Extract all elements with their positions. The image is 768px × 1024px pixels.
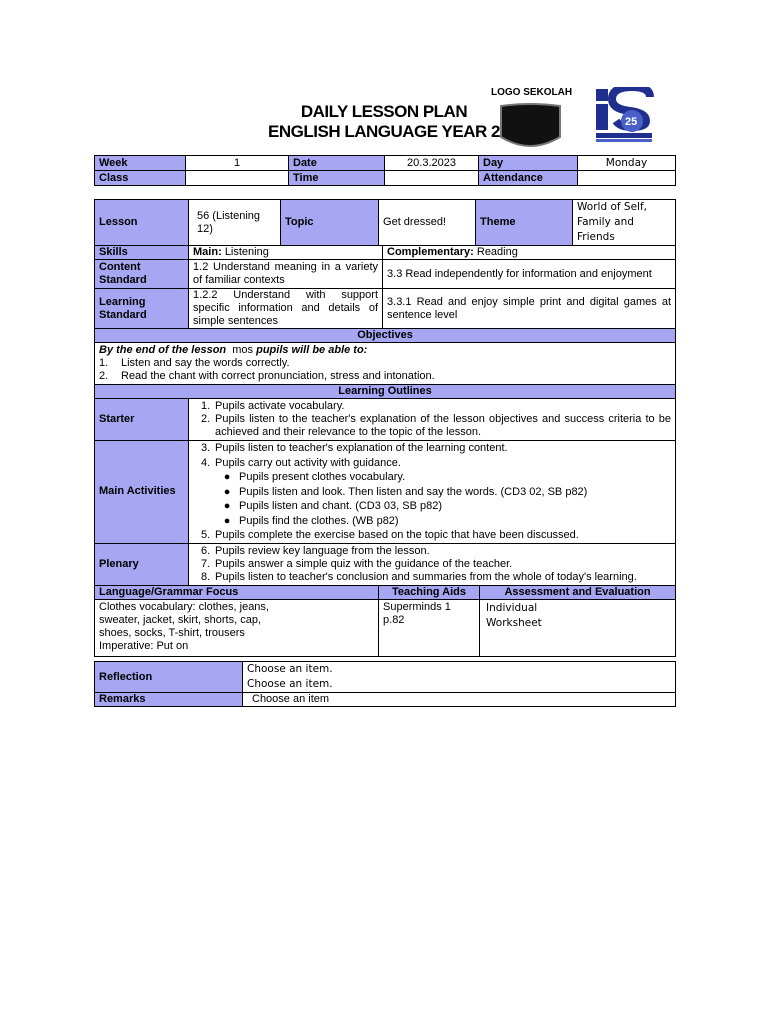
svg-text:25: 25 (625, 116, 638, 128)
main-activity-bullet (193, 514, 671, 529)
lesson-table (94, 199, 676, 657)
plenary-number: 8. (201, 570, 211, 583)
teaching-aids-value: Superminds 1 p.82 (379, 599, 480, 656)
main-activity-number: 4. (201, 456, 211, 469)
main-activity-item (193, 456, 671, 471)
objectives-intro (99, 344, 671, 357)
class-label: Class (95, 171, 186, 186)
learning-standard-main: 1.2.2 Understand with support specific information and details of simple sentences (189, 289, 383, 329)
plenary-body (189, 543, 676, 585)
objectives-intro-c: pupils will be able to: (256, 344, 368, 356)
bullet-icon: ● (223, 500, 231, 512)
plenary-text: Pupils review key language from the lesson. (215, 544, 430, 557)
attendance-value (578, 171, 676, 186)
day-value: Monday (578, 156, 676, 171)
theme-label: Theme (476, 200, 573, 246)
date-value: 20.3.2023 (385, 156, 479, 171)
bullet-text: Pupils listen and chant. (CD3 03, SB p82) (239, 500, 443, 512)
date-label: Date (289, 156, 385, 171)
skills-label: Skills (95, 246, 189, 260)
assessment-text-2: Worksheet (486, 616, 542, 629)
objective-number: 1. (99, 357, 109, 369)
school-logo-icon (497, 103, 564, 151)
topic-label: Topic (281, 200, 379, 246)
reflection-table (94, 661, 676, 707)
plenary-label: Plenary (95, 543, 189, 585)
plenary-number: 7. (201, 557, 211, 570)
plenary-number: 6. (201, 544, 211, 557)
assessment-value (480, 599, 676, 656)
teaching-aids-label: Teaching Aids (379, 585, 480, 599)
plenary-item (193, 558, 671, 571)
starter-label: Starter (95, 399, 189, 441)
reflection-label: Reflection (95, 662, 243, 693)
attendance-label: Attendance (479, 171, 578, 186)
skills-complementary (383, 246, 676, 260)
starter-item (193, 400, 671, 413)
main-activity-item (193, 441, 671, 456)
learning-standard-comp: 3.3.1 Read and enjoy simple print and digital games at sentence level (383, 289, 676, 329)
starter-item (193, 413, 671, 439)
reflection-value (243, 662, 676, 693)
bullet-icon: ● (223, 514, 231, 527)
bullet-text: Pupils listen and look. Then listen and say the words. (CD3 02, SB p82) (239, 485, 588, 498)
main-activities-body (189, 441, 676, 544)
main-activities-label: Main Activities (95, 441, 189, 544)
language-focus-label: Language/Grammar Focus (95, 585, 379, 599)
main-skill-label: Main: (193, 246, 222, 258)
objective-item (99, 370, 671, 383)
main-activity-number: 3. (201, 442, 211, 454)
brand-logo-icon (592, 87, 656, 145)
time-label: Time (289, 171, 385, 186)
language-focus-text: Clothes vocabulary: clothes, jeans, sweater, jacket, skirt, shorts, cap, shoes, socks, T-shirt, trousers (99, 600, 269, 639)
bullet-text: Pupils present clothes vocabulary. (239, 471, 406, 483)
language-focus-value (95, 599, 379, 656)
week-value: 1 (186, 156, 289, 171)
main-activity-bullet (193, 499, 671, 514)
main-activity-text: Pupils listen to teacher's explanation of the learning content. (215, 442, 508, 454)
starter-number: 1. (201, 400, 211, 412)
lesson-label: Lesson (95, 200, 189, 246)
bullet-text: Pupils find the clothes. (WB p82) (239, 514, 399, 527)
skills-main (189, 246, 383, 260)
comp-skill-label: Complementary: (387, 246, 474, 258)
objectives-intro-b: mos (232, 344, 254, 356)
starter-text: Pupils activate vocabulary. (215, 400, 345, 412)
lesson-value: 56 (Listening 12) (189, 200, 281, 246)
language-focus-imperative: Imperative: Put on (99, 639, 189, 652)
objective-text: Listen and say the words correctly. (121, 357, 290, 369)
page-title: DAILY LESSON PLAN (300, 102, 468, 121)
starter-body (189, 399, 676, 441)
objective-item (99, 357, 671, 370)
main-activity-item (193, 528, 671, 543)
objectives-body (95, 343, 676, 385)
main-activity-bullet (193, 470, 671, 485)
main-activity-text: Pupils complete the exercise based on the topic that have been discussed. (215, 529, 579, 541)
objective-text: Read the chant with correct pronunciation, stress and intonation. (121, 370, 435, 382)
plenary-text: Pupils answer a simple quiz with the guidance of the teacher. (215, 557, 513, 570)
assessment-text-1: Individual (486, 601, 538, 614)
content-standard-comp: 3.3 Read independently for information and enjoyment (383, 260, 676, 289)
learning-standard-label: Learning Standard (95, 289, 189, 329)
outlines-header: Learning Outlines (95, 385, 676, 399)
main-activity-bullet (193, 485, 671, 500)
theme-value: World of Self, Family and Friends (573, 200, 676, 246)
objective-number: 2. (99, 370, 109, 382)
starter-text: Pupils listen to the teacher's explanation of the lesson objectives and success criteria to be achieved and their relevance to the topic of the lesson. (215, 413, 672, 438)
main-skill-value: Listening (224, 246, 269, 258)
assessment-label: Assessment and Evaluation (480, 585, 676, 599)
plenary-item (193, 545, 671, 558)
bullet-icon: ● (223, 485, 231, 498)
page-subtitle: ENGLISH LANGUAGE YEAR 2 (268, 122, 500, 141)
main-activity-number: 5. (201, 529, 211, 541)
remarks-label: Remarks (95, 693, 243, 707)
logo-label: LOGO SEKOLAH (491, 87, 573, 98)
objectives-header: Objectives (95, 329, 676, 343)
content-standard-main: 1.2 Understand meaning in a variety of familiar contexts (189, 260, 383, 289)
starter-number: 2. (201, 413, 211, 425)
bullet-icon: ● (223, 471, 231, 483)
time-value (385, 171, 479, 186)
comp-skill-value: Reading (476, 246, 518, 258)
week-label: Week (95, 156, 186, 171)
info-table (94, 155, 676, 186)
day-label: Day (479, 156, 578, 171)
objectives-intro-a: By the end of the lesson (99, 344, 227, 356)
main-activity-text: Pupils carry out activity with guidance. (215, 456, 401, 469)
class-value (186, 171, 289, 186)
plenary-text: Pupils listen to teacher's conclusion and summaries from the whole of today's learning. (215, 570, 637, 583)
reflection-dropdown-1[interactable]: Choose an item. (247, 663, 333, 675)
content-standard-label: Content Standard (95, 260, 189, 289)
remarks-dropdown[interactable]: Choose an item (243, 693, 676, 707)
plenary-item (193, 571, 671, 584)
reflection-dropdown-2[interactable]: Choose an item. (247, 678, 333, 690)
topic-value: Get dressed! (379, 200, 476, 246)
